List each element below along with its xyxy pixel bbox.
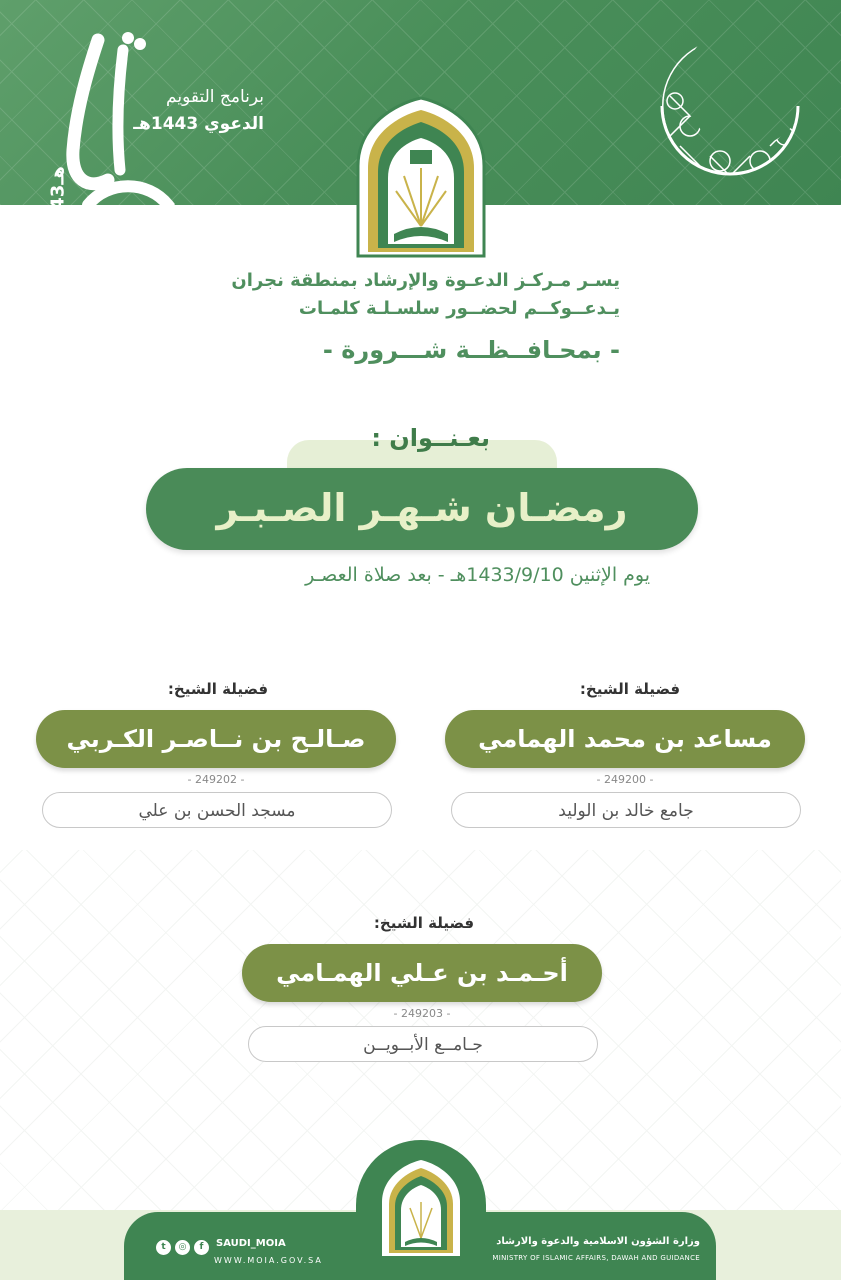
intro-line-2: يـدعــوكــم لحضــور سلسـلـة كلمـات: [298, 298, 620, 319]
speaker-mosque: جـامــع الأبــويــن: [248, 1026, 598, 1062]
date-time: يوم الإثنين 1433/9/10هـ - بعد صلاة العصـر: [305, 564, 650, 586]
speaker-code: - 249203 -: [393, 1007, 451, 1020]
ministry-emblem: [354, 96, 488, 262]
speaker-code: - 249200 -: [596, 773, 654, 786]
speaker-title: فضيلة الشيخ:: [167, 680, 269, 698]
ministry-name-arabic: وزارة الشؤون الاسلامية والدعوة والارشاد: [496, 1236, 700, 1247]
ramadan-year-vertical: 1443هـ: [47, 166, 69, 235]
program-year: الدعوي 1443هـ: [133, 114, 264, 134]
social-handle[interactable]: SAUDI_MOIA: [216, 1238, 286, 1249]
topic-label: بعـنــوان :: [371, 424, 490, 452]
website-link[interactable]: WWW.MOIA.GOV.SA: [214, 1256, 323, 1265]
footer-ministry-emblem: [380, 1158, 462, 1262]
speaker-mosque: مسجد الحسن بن علي: [42, 792, 392, 828]
crescent-moon-icon: [650, 36, 810, 190]
speaker-mosque: جامع خالد بن الوليد: [451, 792, 801, 828]
speaker-name: صـالـح بن نــاصـر الكـربي: [66, 725, 366, 753]
topic-title: رمضـان شـهـر الصـبـر: [216, 486, 628, 530]
speaker-code: - 249202 -: [187, 773, 245, 786]
program-title: برنامج التقويم: [166, 87, 264, 107]
intro-location: - بمحـافــظــة شـــرورة -: [322, 336, 620, 364]
speaker-name: مساعد بن محمد الهمامي: [478, 725, 772, 753]
intro-line-1: يسـر مـركـز الدعـوة والإرشاد بمنطقة نجران: [231, 270, 620, 291]
instagram-icon[interactable]: ◎: [175, 1240, 190, 1255]
program-label: [122, 84, 264, 138]
twitter-icon[interactable]: t: [156, 1240, 171, 1255]
facebook-icon[interactable]: f: [194, 1240, 209, 1255]
speaker-title: فضيلة الشيخ:: [579, 680, 681, 698]
ministry-name-english: MINISTRY OF ISLAMIC AFFAIRS, DAWAH AND GUIDANCE: [492, 1254, 700, 1262]
speaker-name: أحـمـد بن عـلي الهمـامي: [276, 959, 568, 987]
speaker-title: فضيلة الشيخ:: [373, 914, 475, 932]
